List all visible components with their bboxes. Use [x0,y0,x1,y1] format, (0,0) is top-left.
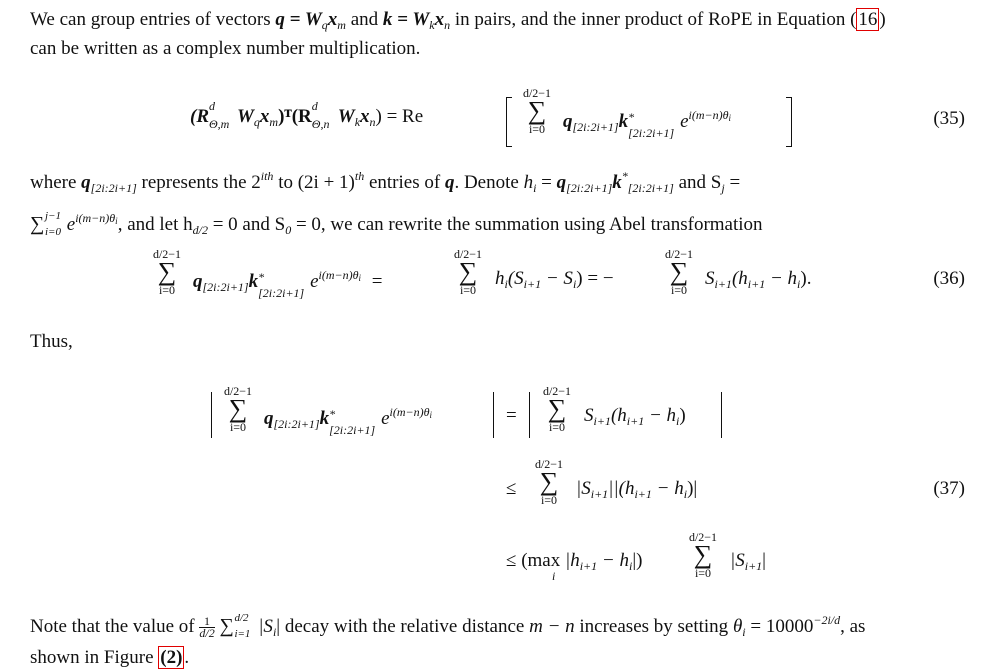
eq37-r2-s-sub: i+1 [590,487,609,501]
eq37-r1 [584,405,686,429]
frac-denominator: d/2 [199,626,215,641]
eq37-r1-h2: i [676,414,680,428]
eq37-number: (37) [933,478,965,499]
eq37-e-sup-sub: i [429,410,433,420]
closing-s: |S [258,616,273,637]
eq37-r1-s-sub: i+1 [593,414,611,428]
eq37-max: (max [521,550,561,571]
eq37-r2-h: ||(h [608,478,635,499]
eq35-r2-scripts [311,99,338,131]
eq35-e: e [680,111,689,132]
p2-eq2: = [729,172,741,193]
closing-text5: , as [840,616,866,637]
eq37-r2-h1: i+1 [634,487,652,501]
eq37-k-scripts [329,407,381,437]
eq35-e-sup-sub: i [728,113,732,123]
eq37-le2: ≤ [506,550,517,571]
eq36-sum2-bottom: i=0 [459,283,477,297]
p2-q3-sub: [2i:2i+1] [566,181,613,195]
eq37-abs-left [211,392,212,438]
eq37-r1-h: (h [610,405,627,426]
eq36-k-scripts [258,270,310,300]
eq37-sum4-top: d/2−1 [688,530,718,544]
q-x: x [327,9,338,30]
closing-text4: = 10000 [750,616,814,637]
eq36-k-sub: [2i:2i+1] [258,286,305,300]
eq35-r2-sub: Θ,n [311,117,330,131]
p2-k3: k [612,172,622,193]
eq37-e-sup: i(m−n)θ [389,405,430,419]
p2-rest2: = 0 and S [212,214,286,235]
eq35-sum-top: d/2−1 [522,86,552,100]
eq36-sum3-top: d/2−1 [664,247,694,261]
eq35-r-sub: Θ,m [209,117,230,131]
eq36-rhs-s-sub: i+1 [714,277,732,291]
eq36-sum1-bottom: i=0 [158,283,176,297]
p2-e-sup-sub: i [115,216,118,226]
eq37-q: q [264,408,274,429]
eq35-xm-sub: m [269,115,279,129]
eq37-abs2-left [529,392,530,438]
eq35-xn-sub: n [369,115,376,129]
eq35-number: (35) [933,108,965,129]
eq37-max-h1: i+1 [579,559,598,573]
eq37-max-minus-h: − h [601,550,629,571]
p2-ith: ith [260,169,274,183]
eq37-sum1-bottom: i=0 [229,420,247,434]
sigma-symbol: ∑ [693,540,713,569]
eq35-xn: x [360,106,370,127]
eq37-sum1 [216,384,260,434]
p2-sj-sub: j [721,181,725,195]
closing-sum-top: d/2 [234,612,249,624]
eq36-eq1: = [371,271,383,292]
p2-q-sub: [2i:2i+1] [90,181,137,195]
eq36-e: e [310,271,319,292]
closing-fraction [199,616,214,639]
p2-sum-top: j−1 [45,210,61,222]
eq36-number: (36) [933,268,965,289]
eq37-r3-close: | [762,550,766,571]
k-x: x [434,9,445,30]
eq37-r2-s: |S [576,478,591,499]
closing-text2: | decay with the relative distance [276,616,525,637]
p2-h-sub: i [533,181,537,195]
eq36-sum3-bottom: i=0 [670,283,688,297]
eq37-e: e [381,408,390,429]
closing-sigma-symbol: ∑ [219,615,234,637]
eq35-r2-sup: d [311,99,318,113]
eq35-xm: x [259,106,270,127]
eq35-r-sup: d [209,99,215,113]
eq36-minus-s: − S [545,268,573,289]
eq37-k: k [319,408,330,429]
k-x-subscript: n [444,18,451,32]
eq35-q: q [563,111,573,132]
p2-e: e [66,214,76,235]
closing-paragraph [30,607,965,671]
k-definition: k = W [382,9,430,30]
sigma-symbol: ∑ [458,257,478,286]
eq35-eq-re: ) = Re [375,106,424,127]
eq37-q-sub: [2i:2i+1] [273,417,320,431]
eq37-sum2-bottom: i=0 [548,420,566,434]
where-paragraph [30,161,965,245]
closing-exp: −2i/d [813,613,841,627]
p2-hd2-sub: d/2 [192,223,208,237]
eq36-q-sub: [2i:2i+1] [202,280,249,294]
eq37-max-h: |h [564,550,580,571]
p2-e-sup: i(m−n)θ [75,211,116,225]
eq36-rhs-h1: i+1 [747,277,766,291]
eq37-lhs-term [264,405,433,437]
eq36-sum2 [446,247,490,297]
eq37-sum3-top: d/2−1 [534,457,564,471]
eq36-q: q [193,271,203,292]
eq36-eq-minus: ) = − [576,268,614,289]
p2-s0-sub: 0 [285,223,292,237]
closing-sum-bot: i=1 [234,628,251,640]
eq35-r-scripts [209,99,237,131]
eq37-le1: ≤ [506,478,517,499]
eq36-sum3 [657,247,701,297]
eq37-sum4 [681,530,725,580]
equation-ref-link[interactable]: 16 [858,9,878,30]
eq37-r3-left [506,550,642,574]
eq37-abs2-right [721,392,722,438]
eq36-rhs-h: (h [731,268,748,289]
sigma-symbol: ∑ [157,257,177,286]
eq35-term [563,108,732,140]
p2-q3: q [556,172,567,193]
eq37-sum1-top: d/2−1 [223,384,253,398]
eq37-abs-right [493,392,494,438]
intro-text-after: in pairs, and the inner product of RoPE in Equation [454,9,846,30]
eq37-sum2 [535,384,579,434]
eq36-h: h [495,268,505,289]
eq35-right-bracket [786,97,792,147]
eq35-sum-bottom: i=0 [528,122,546,136]
closing-text1: Note that the value of [30,616,195,637]
eq35-wk: W [337,106,355,127]
p2-th: th [354,169,365,183]
eq35-sum [515,86,559,136]
eq36-sum1 [145,247,189,297]
eq37-k-sup: * [329,407,336,421]
eq36-mid [495,268,614,292]
eq35-wq-sub: q [253,115,260,129]
closing-line2: shown in Figure [30,647,154,668]
eq37-sum4-bottom: i=0 [694,566,712,580]
sigma-symbol: ∑ [527,96,547,125]
p2-inline-sum [30,209,61,240]
sigma-symbol: ∑ [669,257,689,286]
closing-period: . [184,647,190,668]
eq37-sum3-bottom: i=0 [540,493,558,507]
intro-paragraph: We can group entries of vectors $q = W_qx_m$ and $k = W_kx_n$ in pairs, and the inner product of RoPE in Equation ( 16 ) can be written as a complex number multiplication. [30,9,886,59]
p2-entries: entries of [368,172,441,193]
eq36-rhs-close: ). [800,268,812,289]
eq36-rhs [705,268,811,292]
where-text: where [30,172,77,193]
eq36-e-sup: i(m−n)θ [318,268,359,282]
eq35-k-sub: [2i:2i+1] [628,126,675,140]
eq35-r: (R [190,106,209,127]
frac-numerator: 1 [199,616,214,628]
sigma-symbol: ∑ [539,467,559,496]
eq35-wq: W [237,106,254,127]
closing-theta: θ [732,616,743,637]
eq37-r1-s: S [584,405,594,426]
k-subscript: k [429,18,435,32]
p2-represents: represents the 2 [141,172,261,193]
eq36-s2: i [572,277,577,291]
p2-h: h [523,172,534,193]
sigma-symbol: ∑ [547,394,567,423]
intro-text: We can group entries of vectors [30,9,271,30]
eq37-r2-close: )| [687,478,698,499]
eq37-max-sub: i [552,569,556,583]
eq36-s1: i+1 [523,277,542,291]
closing-inline-sum [219,613,253,640]
eq37-r1-minus-h: − h [648,405,677,426]
eq37-r2 [576,478,697,502]
eq37-sum2-top: d/2−1 [542,384,572,398]
closing-s-sub: i [272,625,277,639]
p2-q: q [81,172,91,193]
p2-k3-sub: [2i:2i+1] [627,181,674,195]
eq37-r3-s: |S [730,550,745,571]
eq37-r2-minus-h: − h [656,478,684,499]
q-x-subscript: m [337,18,346,32]
eq35-e-sup: i(m−n)θ [688,108,729,122]
eq35-left-bracket [506,97,512,147]
eq35-lhs [190,99,424,131]
p2-and-sj: and S [678,172,722,193]
eq36-rhs-s: S [705,268,715,289]
eq35-q-sub: [2i:2i+1] [572,120,619,134]
intro-line2: can be written as a complex number multiplication. [30,38,421,59]
eq36-k-sup: * [258,270,265,284]
eq37-r2-h2: i [683,487,688,501]
thus-text: Thus, [30,331,73,352]
eq37-r1-h1: i+1 [626,414,645,428]
p2-eq: = [541,172,552,193]
q-definition: q = W [275,9,322,30]
closing-text3: increases by setting [579,616,729,637]
eq37-max-close: |) [632,550,643,571]
eq36-e-sup-sub: i [358,273,362,283]
sigma-symbol: ∑ [228,394,248,423]
closing-theta-sub: i [742,625,746,639]
eq37-sum3 [527,457,571,507]
p2-k3-sup: * [621,169,628,183]
eq36-s: (S [507,268,524,289]
eq35-k-scripts [628,110,680,140]
p2-rest: , and let h [117,214,193,235]
eq36-rhs-h2: i [797,277,801,291]
eq35-k: k [618,111,629,132]
eq36-k: k [248,271,259,292]
eq35-wk-sub: k [354,115,361,129]
p2-sigma-symbol: ∑ [30,213,45,235]
p2-q2: q [444,172,455,193]
p2-rest3: = 0, we can rewrite the summation using Abel transformation [295,214,763,235]
eq37-r3-s-sub: i+1 [744,559,763,573]
eq35-transpose: )ᵀ(R [278,106,312,127]
figure-ref-link[interactable]: (2) [160,647,183,668]
p2-to: to (2i + 1) [278,172,355,193]
eq37-eq: = [506,405,517,426]
eq36-h-sub: i [504,277,508,291]
closing-mn: m − n [529,616,575,637]
p2-denote: . Denote [454,172,519,193]
and-word: and [350,9,379,30]
eq37-r3 [730,550,766,574]
eq36-sum1-top: d/2−1 [152,247,182,261]
eq36-rhs-minus-h: − h [769,268,798,289]
eq37-max-h2: i [628,559,633,573]
eq36-lhs-term [193,268,383,300]
eq35-k-sup: * [628,110,635,124]
q-subscript: q [321,18,328,32]
eq36-sum2-top: d/2−1 [453,247,483,261]
p2-sum-bot: i=0 [45,226,61,238]
eq37-r1-close: ) [679,405,686,426]
eq37-k-sub: [2i:2i+1] [329,423,376,437]
